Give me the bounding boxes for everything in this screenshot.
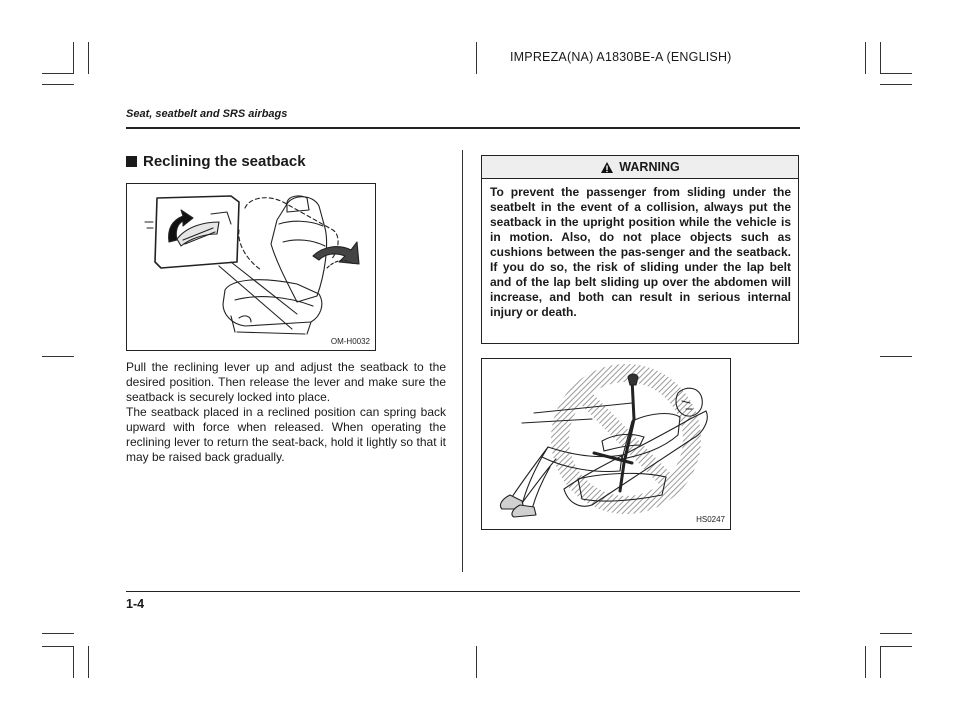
paragraph: The seatback placed in a reclined position can spring back upward with force when released. When operating the reclining lever to return the seat-back, hold it lightly so that it may be raised back gradually. (126, 405, 446, 464)
footer-rule (126, 591, 800, 592)
header-rule (126, 127, 800, 129)
section-title-text: Reclining the seatback (143, 153, 306, 170)
manual-code: IMPREZA(NA) A1830BE-A (ENGLISH) (510, 50, 732, 64)
warning-box (481, 155, 799, 344)
warning-heading-text: WARNING (619, 160, 680, 174)
figure-seat-reclining (126, 183, 376, 351)
figure-code: HS0247 (696, 515, 725, 524)
body-text (126, 360, 446, 465)
seat-illustration (127, 184, 375, 350)
paragraph: Pull the reclining lever up and adjust the seatback to the desired position. Then release the lever and make sure the seatback is securely locked into place. (126, 360, 446, 404)
figure-code: OM-H0032 (330, 337, 370, 346)
section-title (126, 153, 306, 170)
page-number: 1-4 (126, 597, 145, 611)
warning-heading (482, 156, 798, 179)
passenger-illustration (482, 359, 730, 529)
figure-reclined-passenger (481, 358, 731, 530)
warning-triangle-icon (600, 161, 614, 174)
column-divider (462, 150, 463, 572)
warning-text: To prevent the passenger from sliding under the seatbelt in the event of a collision, always put the seatback in the upright position while the vehicle is in motion. Also, do not place objects such as cushions between the pas-senger and the seatback. If you do so, the risk of sliding under the lap belt and of the lap belt sliding up over the abdomen will increase, and both can result in serious internal injury or death. (490, 185, 791, 319)
running-head: Seat, seatbelt and SRS airbags (126, 108, 288, 120)
square-bullet-icon (126, 156, 137, 167)
